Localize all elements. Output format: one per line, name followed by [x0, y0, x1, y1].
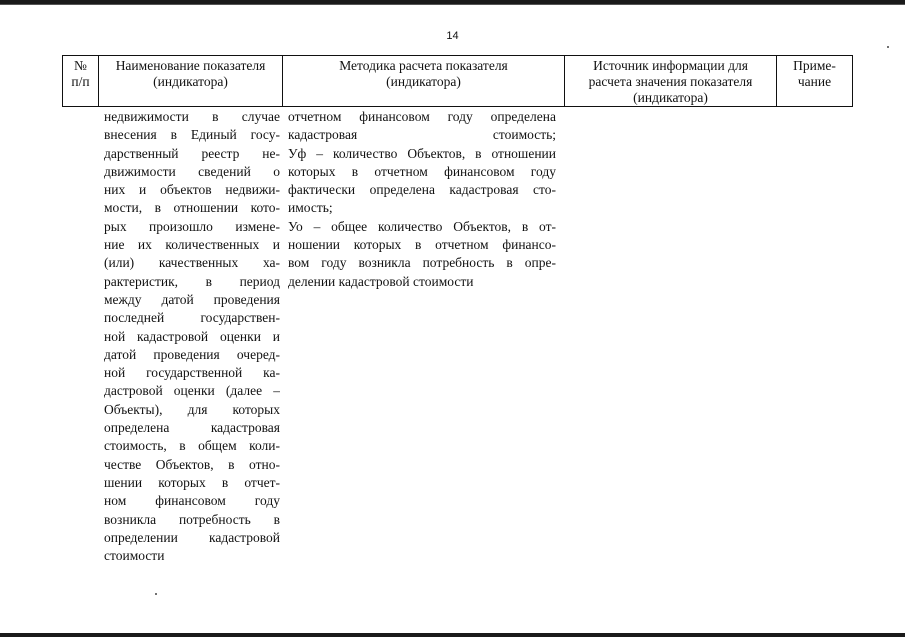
indicator-name-line: Объекты), для которых — [104, 401, 280, 417]
indicator-name-line: возникла потребность в — [104, 511, 280, 527]
indicator-name-cell — [104, 108, 280, 565]
indicator-name-line: шении которых в отчет- — [104, 474, 280, 490]
calculation-method-line: отчетном финансовом году определена — [288, 109, 556, 124]
indicator-name-line: между датой проведения — [104, 291, 280, 307]
indicator-name-line: движимости сведений о — [104, 163, 280, 179]
header-calculation-method: Методика расчета показателя (индикатора) — [283, 56, 565, 107]
indicator-name-line: мости, в отношении кото- — [104, 200, 280, 216]
scan-border-top-shadow — [0, 4, 905, 5]
indicator-name-line: стоимости — [104, 548, 165, 564]
header-indicator-name: Наименование показателя (индикатора) — [99, 56, 283, 107]
indicator-name-line: стоимость, в общем коли- — [104, 438, 280, 454]
indicator-name-line: ном финансовом году — [104, 493, 280, 509]
header-information-source: Источник информации для расчета значения показателя (индикатора) — [565, 56, 777, 107]
indicator-name-line: датой проведения очеред- — [104, 346, 280, 362]
indicator-name-line: ной государственной ка- — [104, 365, 280, 381]
indicator-name-line: ной кадастровой оценки и — [104, 328, 280, 344]
calculation-method-cell — [288, 108, 556, 291]
calculation-method-line: кадастровая стоимость; — [288, 127, 556, 143]
indicator-name-line: рых произошло измене- — [104, 218, 280, 234]
scan-speck — [155, 593, 157, 595]
calculation-method-line: имость; — [288, 200, 333, 216]
indicator-name-line: последней государствен- — [104, 310, 280, 326]
indicator-name-line: них и объектов недвижи- — [104, 182, 280, 198]
calculation-method-line: вом году возникла потребность в опре- — [288, 255, 556, 271]
indicator-name-line: рактеристик, в период — [104, 273, 280, 289]
indicator-name-line: дастровой оценки (далее – — [104, 383, 280, 399]
calculation-method-line: ношении которых в отчетном финансо- — [288, 237, 556, 253]
calculation-method-line: которых в отчетном финансовом году — [288, 163, 556, 179]
indicator-name-line: честве Объектов, в отно- — [104, 456, 280, 472]
calculation-method-line: делении кадастровой стоимости — [288, 273, 474, 289]
scan-border-bottom — [0, 633, 905, 637]
page-number: 14 — [446, 30, 459, 42]
header-number: № п/п — [63, 56, 99, 107]
header-note: Приме- чание — [777, 56, 853, 107]
table-header-row — [63, 56, 853, 107]
indicator-name-line: (или) качественных ха- — [104, 255, 280, 271]
scan-speck — [887, 46, 889, 48]
calculation-method-line: Уо – общее количество Объектов, в от- — [288, 218, 556, 234]
indicator-name-line: определении кадастровой — [104, 529, 280, 545]
indicator-name-line: определена кадастровая — [104, 420, 280, 436]
calculation-method-line: фактически определена кадастровая сто- — [288, 182, 556, 198]
indicator-name-line: внесения в Единый госу- — [104, 127, 280, 143]
calculation-method-line: Уф – количество Объектов, в отношении — [288, 145, 556, 161]
table-header — [62, 55, 853, 107]
indicator-name-line: ние их количественных и — [104, 237, 280, 253]
indicator-name-line: недвижимости в случае — [104, 109, 280, 124]
indicator-name-line: дарственный реестр не- — [104, 145, 280, 161]
